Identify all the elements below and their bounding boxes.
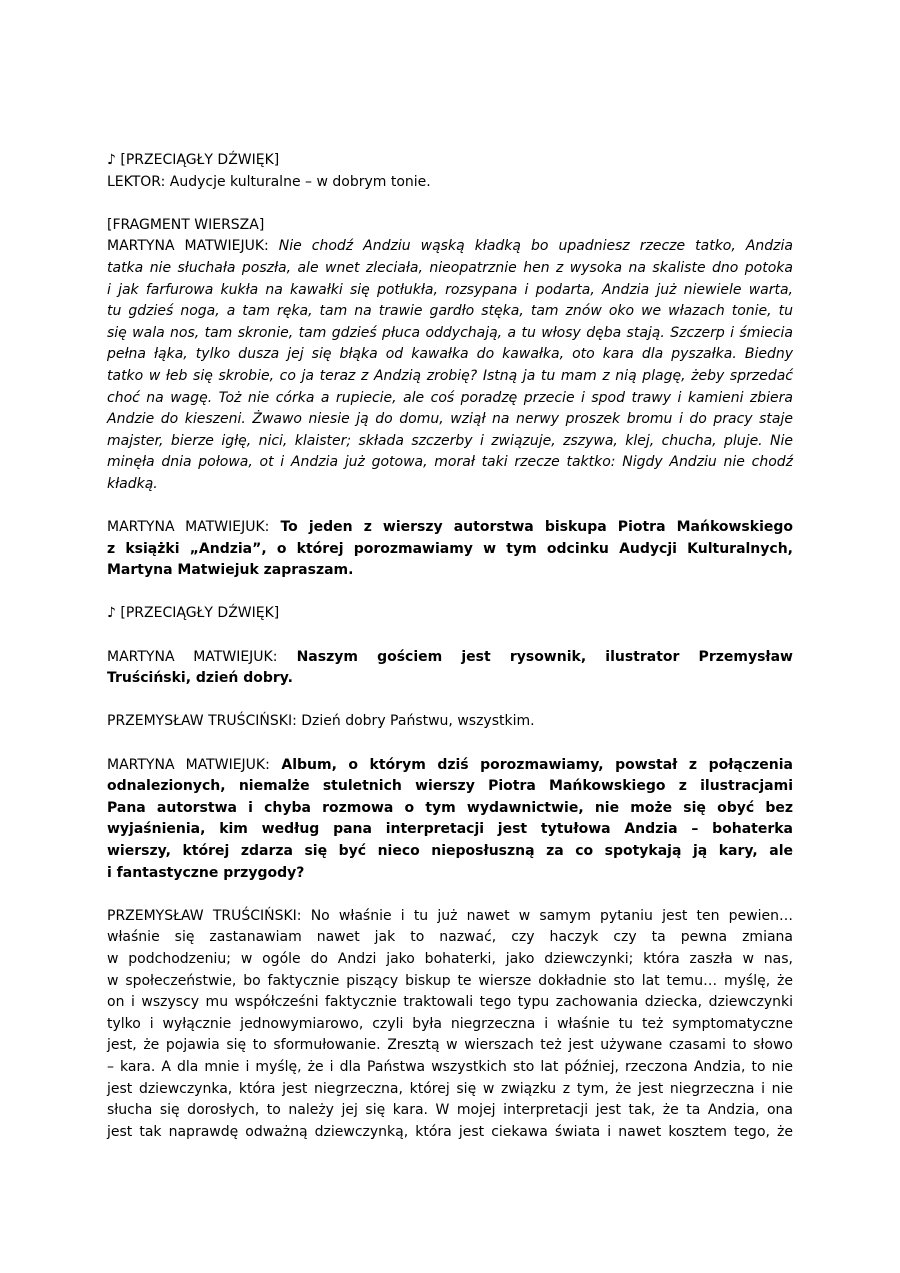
speaker-label: MARTYNA MATWIEJUK: [107, 648, 278, 665]
poem-line: tatka nie słuchała poszła, ale wnet zleciała, nieopatrznie hen z wysoka na skaliste dno potoka [107, 259, 793, 276]
paragraph-line: wierszy, której zdarza się być nieco nieposłuszną za co spotykają ją kary, ale [107, 843, 793, 859]
transcript-page [107, 150, 793, 1165]
paragraph-line [107, 647, 793, 669]
paragraph-line: – kara. A dla mnie i myślę, że i dla Państwa wszystkich sto lat później, rzeczona Andzia, to nie [107, 1058, 793, 1075]
paragraph-line: jest, że pojawia się to sformułowanie. Zresztą w wierszach też jest używane czasami to słowo [107, 1037, 793, 1054]
paragraph-answer [107, 906, 793, 1144]
sound-cue: ♪ [PRZECIĄGŁY DŹWIĘK] [107, 152, 280, 168]
poem-line [107, 236, 793, 258]
paragraph-text: No właśnie i tu już nawet w samym pytaniu jest ten pewien… [301, 907, 793, 924]
sound-cue-block [107, 603, 793, 625]
paragraph-line: wyjaśnienia, kim według pana interpretacji jest tytułowa Andzia – bohaterka [107, 821, 793, 838]
paragraph-line: jest tak naprawdę odważną dziewczynką, która jest ciekawa świata i nawet kosztem tego, że [107, 1123, 793, 1140]
paragraph-line [107, 755, 793, 777]
poem-line: tu gdzieś noga, a tam ręka, tam na trawie gardło stęka, tam znów oko we włazach tonie, tu [107, 303, 793, 320]
poem-line: Andzie do kieszeni. Żwawo niesie ją do domu, wziął na nerwy proszek bromu i do pracy staje [107, 411, 793, 428]
intro-block [107, 150, 793, 193]
paragraph-text: Naszym gościem jest rysownik, ilustrator Przemysław [277, 648, 793, 665]
paragraph-line: odnalezionych, niemalże stuletnich wierszy Piotra Mańkowskiego z ilustracjami [107, 778, 793, 795]
paragraph-text: To jeden z wierszy autorstwa biskupa Piotra Mańkowskiego [269, 519, 794, 536]
speaker-label: PRZEMYSŁAW TRUŚCIŃSKI: [107, 907, 302, 924]
paragraph-line: jest dziewczynka, która jest niegrzeczna, której się w związku z tym, że jest niegrzeczna i nie [107, 1080, 793, 1097]
speaker-label: PRZEMYSŁAW TRUŚCIŃSKI: [107, 713, 297, 730]
poem-text: Nie chodź Andziu wąską kładką bo upadniesz rzecze tatko, Andzia [268, 238, 793, 255]
paragraph-line: i fantastyczne przygody? [107, 864, 305, 881]
speaker-label: MARTYNA MATWIEJUK: [107, 519, 270, 536]
paragraph-line: tylko i wyłącznie jednowymiarowo, czyli była niegrzeczna i właśnie tu też symptomatyczne [107, 1015, 793, 1032]
poem-line: kładką. [107, 475, 158, 492]
paragraph-text: Album, o którym dziś porozmawiamy, powstał z połączenia [269, 756, 794, 773]
paragraph-line: właśnie się zastanawiam nawet jak to nazwać, czy haczyk czy ta pewna zmiana [107, 929, 793, 946]
paragraph-line: z książki „Andzia”, o której porozmawiamy w tym odcinku Audycji Kulturalnych, [107, 540, 793, 557]
paragraph-line: Martyna Matwiejuk zapraszam. [107, 562, 354, 579]
paragraph-intro [107, 517, 793, 582]
speaker-label: MARTYNA MATWIEJUK: [107, 238, 269, 255]
paragraph-line [107, 906, 793, 928]
paragraph-line: w społeczeństwie, bo faktycznie piszący biskup te wiersze dokładnie sto lat temu… myślę, że [107, 972, 793, 989]
paragraph-line: w podchodzeniu; w ogóle do Andzi jako bohaterki, jako dziewczynki; która zaszła w nas, [107, 950, 793, 967]
poem-block [107, 215, 793, 496]
paragraph-question [107, 755, 793, 885]
poem-line: choć na wagę. Toż nie córka a rupiecie, ale coś poradzę przecie i spod trawy i kamieni zbiera [107, 389, 793, 406]
paragraph-line: słucha się dorosłych, to należy jej się kara. W mojej interpretacji jest tak, że ta Andzia, ona [107, 1102, 793, 1119]
speaker-label: MARTYNA MATWIEJUK: [107, 756, 270, 773]
poem-line: się wala nos, tam skronie, tam gdzieś płuca oddychają, a tu włosy dęba stają. Szczerp i śmiecia [107, 324, 793, 341]
poem-line: tatko w łeb się skrobie, co ja teraz z Andzią zrobię? Istną ja tu mam z nią plagę, żeby sprzedać [107, 367, 793, 384]
poem-line: majster, bierze igłę, nici, klaister; składa szczerby i związuje, zszywa, klej, chucha, pluje. Nie [107, 432, 793, 449]
paragraph-line: on i wszyscy mu współcześni faktycznie traktowali tego typu zachowania dziecka, dziewczynki [107, 994, 793, 1011]
paragraph-line: Pana autorstwa i chyba rozmowa o tym wydawnictwie, nie może się obyć bez [107, 799, 793, 816]
paragraph-line [107, 517, 793, 539]
poem-line: i jak farfurowa kukła na kawałki się potłukła, rozsypana i podarta, Andzia już niewiele warta, [107, 281, 793, 298]
paragraph-greeting [107, 711, 793, 733]
announcer-line: LEKTOR: Audycje kulturalne – w dobrym tonie. [107, 173, 431, 190]
poem-line: pełna łąka, tylko dusza jej się błąka od kawałka do kawałka, oto kara dla pyszałka. Biedny [107, 346, 793, 363]
paragraph-guest-intro [107, 647, 793, 690]
poem-line: minęła dnia połowa, ot i Andzia już gotowa, morał taki rzecze taktko: Nigdy Andziu nie chodź [107, 454, 793, 471]
paragraph-line [107, 711, 793, 733]
fragment-cue: [FRAGMENT WIERSZA] [107, 216, 265, 233]
paragraph-line: Truściński, dzień dobry. [107, 670, 293, 687]
sound-cue: ♪ [PRZECIĄGŁY DŹWIĘK] [107, 605, 280, 622]
paragraph-text: Dzień dobry Państwu, wszystkim. [296, 713, 535, 730]
